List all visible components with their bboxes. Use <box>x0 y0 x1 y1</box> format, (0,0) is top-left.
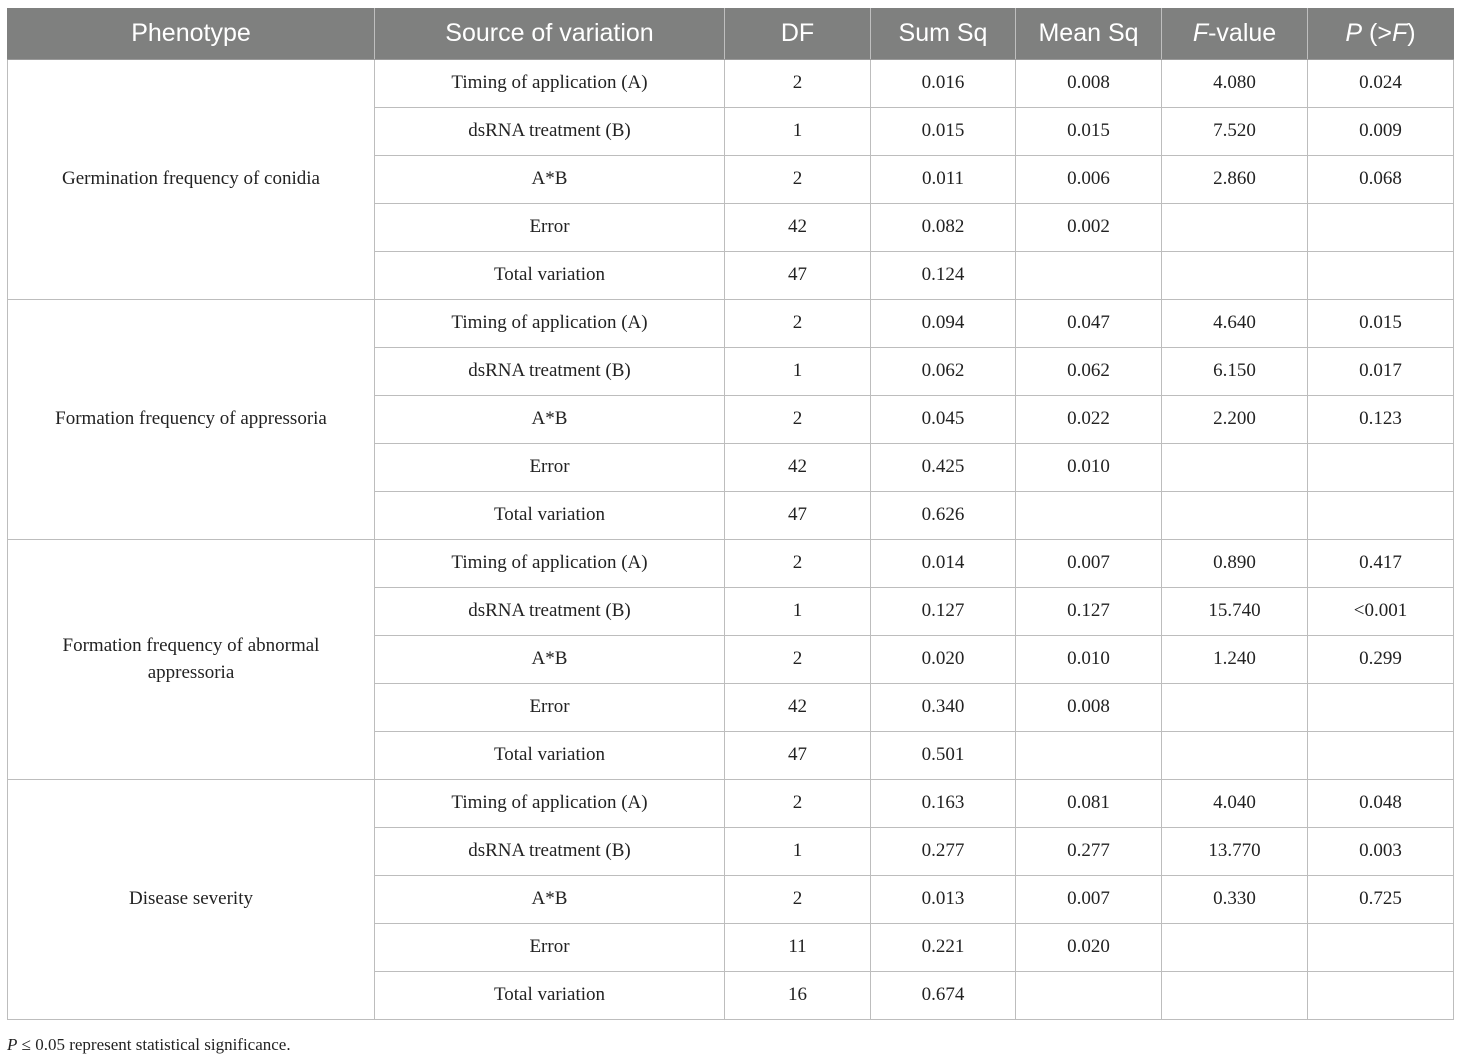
phenotype-cell: Formation frequency of appressoria <box>8 300 375 540</box>
mean-sq-cell: 0.007 <box>1016 876 1162 924</box>
mean-sq-cell: 0.020 <box>1016 924 1162 972</box>
f-value-cell <box>1162 492 1308 540</box>
f-value-cell: 2.200 <box>1162 396 1308 444</box>
df-cell: 1 <box>725 828 871 876</box>
mean-sq-cell: 0.062 <box>1016 348 1162 396</box>
p-value-cell <box>1308 204 1454 252</box>
sum-sq-cell: 0.425 <box>871 444 1016 492</box>
header-mean-sq: Mean Sq <box>1016 8 1162 60</box>
df-cell: 16 <box>725 972 871 1020</box>
source-cell: dsRNA treatment (B) <box>375 828 725 876</box>
table-row <box>8 540 1454 588</box>
sum-sq-cell: 0.016 <box>871 60 1016 108</box>
sum-sq-cell: 0.501 <box>871 732 1016 780</box>
df-cell: 2 <box>725 60 871 108</box>
f-value-cell <box>1162 732 1308 780</box>
sum-sq-cell: 0.045 <box>871 396 1016 444</box>
p-value-cell: <0.001 <box>1308 588 1454 636</box>
sum-sq-cell: 0.626 <box>871 492 1016 540</box>
f-value-cell: 13.770 <box>1162 828 1308 876</box>
df-cell: 1 <box>725 348 871 396</box>
f-value-cell: 0.330 <box>1162 876 1308 924</box>
footnote: P ≤ 0.05 represent statistical significance. <box>7 1035 291 1054</box>
source-cell: Error <box>375 444 725 492</box>
mean-sq-cell: 0.007 <box>1016 540 1162 588</box>
p-value-cell: 0.068 <box>1308 156 1454 204</box>
f-value-cell <box>1162 252 1308 300</box>
f-value-cell <box>1162 444 1308 492</box>
sum-sq-cell: 0.020 <box>871 636 1016 684</box>
f-value-cell: 0.890 <box>1162 540 1308 588</box>
source-cell: Error <box>375 204 725 252</box>
f-value-cell: 4.040 <box>1162 780 1308 828</box>
p-value-cell <box>1308 492 1454 540</box>
header-df: DF <box>725 8 871 60</box>
f-value-cell: 4.640 <box>1162 300 1308 348</box>
p-value-cell <box>1308 972 1454 1020</box>
mean-sq-cell <box>1016 732 1162 780</box>
source-cell: dsRNA treatment (B) <box>375 348 725 396</box>
p-value-cell: 0.725 <box>1308 876 1454 924</box>
sum-sq-cell: 0.011 <box>871 156 1016 204</box>
source-cell: A*B <box>375 396 725 444</box>
mean-sq-cell: 0.008 <box>1016 60 1162 108</box>
mean-sq-cell: 0.047 <box>1016 300 1162 348</box>
table-row <box>8 780 1454 828</box>
source-cell: Total variation <box>375 252 725 300</box>
phenotype-cell: Germination frequency of conidia <box>8 60 375 300</box>
sum-sq-cell: 0.674 <box>871 972 1016 1020</box>
header-f-value: F-value <box>1162 8 1308 60</box>
df-cell: 2 <box>725 396 871 444</box>
df-cell: 42 <box>725 204 871 252</box>
header-sum-sq: Sum Sq <box>871 8 1016 60</box>
mean-sq-cell: 0.008 <box>1016 684 1162 732</box>
sum-sq-cell: 0.013 <box>871 876 1016 924</box>
f-value-cell <box>1162 684 1308 732</box>
sum-sq-cell: 0.014 <box>871 540 1016 588</box>
source-cell: Total variation <box>375 492 725 540</box>
f-value-cell: 15.740 <box>1162 588 1308 636</box>
df-cell: 2 <box>725 156 871 204</box>
source-cell: Timing of application (A) <box>375 60 725 108</box>
sum-sq-cell: 0.340 <box>871 684 1016 732</box>
source-cell: dsRNA treatment (B) <box>375 108 725 156</box>
df-cell: 2 <box>725 636 871 684</box>
p-value-cell: 0.299 <box>1308 636 1454 684</box>
p-value-cell <box>1308 444 1454 492</box>
table-row <box>8 60 1454 108</box>
source-cell: Error <box>375 684 725 732</box>
mean-sq-cell: 0.127 <box>1016 588 1162 636</box>
f-value-cell: 1.240 <box>1162 636 1308 684</box>
df-cell: 47 <box>725 732 871 780</box>
sum-sq-cell: 0.221 <box>871 924 1016 972</box>
f-value-cell: 6.150 <box>1162 348 1308 396</box>
df-cell: 47 <box>725 252 871 300</box>
p-value-cell <box>1308 924 1454 972</box>
f-value-cell <box>1162 204 1308 252</box>
source-cell: Timing of application (A) <box>375 540 725 588</box>
source-cell: Timing of application (A) <box>375 780 725 828</box>
df-cell: 1 <box>725 588 871 636</box>
df-cell: 2 <box>725 780 871 828</box>
df-cell: 1 <box>725 108 871 156</box>
f-value-cell: 7.520 <box>1162 108 1308 156</box>
sum-sq-cell: 0.082 <box>871 204 1016 252</box>
p-value-cell <box>1308 732 1454 780</box>
table-header <box>8 8 1454 60</box>
df-cell: 2 <box>725 540 871 588</box>
header-row <box>8 8 1454 60</box>
mean-sq-cell: 0.006 <box>1016 156 1162 204</box>
p-value-cell: 0.024 <box>1308 60 1454 108</box>
mean-sq-cell: 0.081 <box>1016 780 1162 828</box>
source-cell: Timing of application (A) <box>375 300 725 348</box>
sum-sq-cell: 0.127 <box>871 588 1016 636</box>
sum-sq-cell: 0.277 <box>871 828 1016 876</box>
f-value-cell: 4.080 <box>1162 60 1308 108</box>
df-cell: 2 <box>725 876 871 924</box>
df-cell: 2 <box>725 300 871 348</box>
p-value-cell <box>1308 252 1454 300</box>
mean-sq-cell <box>1016 972 1162 1020</box>
sum-sq-cell: 0.062 <box>871 348 1016 396</box>
phenotype-cell: Disease severity <box>8 780 375 1020</box>
p-value-cell: 0.009 <box>1308 108 1454 156</box>
mean-sq-cell: 0.002 <box>1016 204 1162 252</box>
sum-sq-cell: 0.094 <box>871 300 1016 348</box>
p-value-cell <box>1308 684 1454 732</box>
sum-sq-cell: 0.163 <box>871 780 1016 828</box>
mean-sq-cell <box>1016 252 1162 300</box>
df-cell: 42 <box>725 444 871 492</box>
p-value-cell: 0.003 <box>1308 828 1454 876</box>
mean-sq-cell: 0.010 <box>1016 444 1162 492</box>
table-body <box>8 60 1454 1020</box>
p-value-cell: 0.048 <box>1308 780 1454 828</box>
f-value-cell: 2.860 <box>1162 156 1308 204</box>
source-cell: A*B <box>375 636 725 684</box>
mean-sq-cell: 0.010 <box>1016 636 1162 684</box>
df-cell: 47 <box>725 492 871 540</box>
mean-sq-cell: 0.022 <box>1016 396 1162 444</box>
table-row <box>8 300 1454 348</box>
source-cell: Error <box>375 924 725 972</box>
p-value-cell: 0.015 <box>1308 300 1454 348</box>
source-cell: Total variation <box>375 972 725 1020</box>
f-value-cell <box>1162 924 1308 972</box>
p-value-cell: 0.123 <box>1308 396 1454 444</box>
mean-sq-cell <box>1016 492 1162 540</box>
phenotype-cell: Formation frequency of abnormal appressoria <box>8 540 375 780</box>
header-source: Source of variation <box>375 8 725 60</box>
df-cell: 11 <box>725 924 871 972</box>
f-value-cell <box>1162 972 1308 1020</box>
anova-table <box>7 8 1454 1020</box>
sum-sq-cell: 0.124 <box>871 252 1016 300</box>
source-cell: A*B <box>375 876 725 924</box>
header-p-value: P (>F) <box>1308 8 1454 60</box>
df-cell: 42 <box>725 684 871 732</box>
mean-sq-cell: 0.277 <box>1016 828 1162 876</box>
p-value-cell: 0.017 <box>1308 348 1454 396</box>
header-phenotype: Phenotype <box>8 8 375 60</box>
sum-sq-cell: 0.015 <box>871 108 1016 156</box>
source-cell: dsRNA treatment (B) <box>375 588 725 636</box>
source-cell: A*B <box>375 156 725 204</box>
source-cell: Total variation <box>375 732 725 780</box>
mean-sq-cell: 0.015 <box>1016 108 1162 156</box>
p-value-cell: 0.417 <box>1308 540 1454 588</box>
